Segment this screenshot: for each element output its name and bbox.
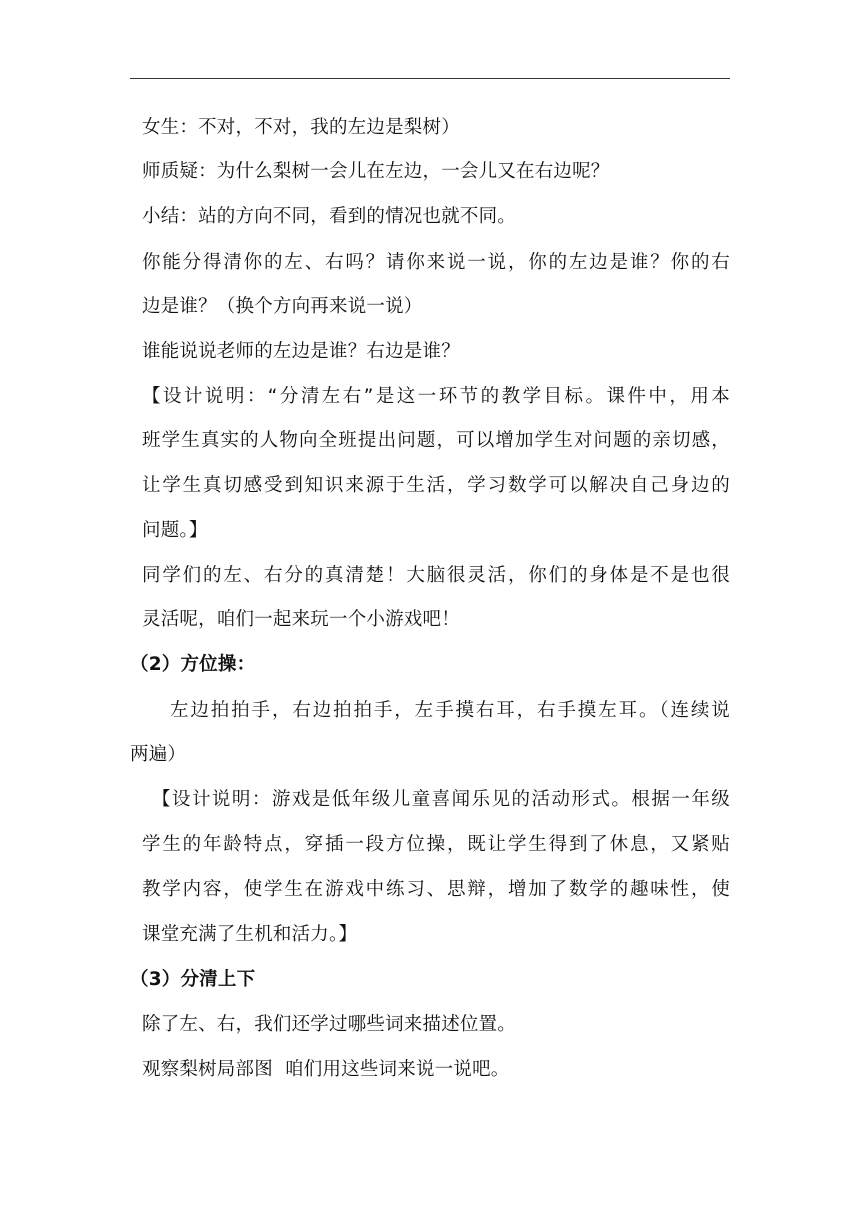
paragraph-girl-reply: 女生：不对，不对，我的左边是梨树） [142,117,460,138]
paragraph-position-words: 除了左、右，我们还学过哪些词来描述位置。 [142,1014,517,1035]
design-note-2-line1: 【设计说明：游戏是低年级儿童喜闻乐见的活动形式。根据一年级 [152,789,730,810]
paragraph-observe-pear-tree: 观察梨树局部图 咱们用这些词来说一说吧。 [142,1059,510,1080]
paragraph-exercise-line2: 两遍） [130,744,187,765]
design-note-1-line4: 问题。】 [142,520,208,541]
section-heading-up-down: （3）分清上下 [130,969,256,990]
design-note-2-line2: 学生的年龄特点，穿插一段方位操，既让学生得到了休息，又紧贴 [142,834,730,855]
design-note-2-line4: 课堂充满了生机和活力。】 [142,924,358,945]
paragraph-exercise-line1: 左边拍拍手，右边拍拍手，左手摸右耳，右手摸左耳。（连续说 [170,700,730,721]
paragraph-teacher-question: 师质疑：为什么梨树一会儿在左边，一会儿又在右边呢？ [142,161,610,182]
paragraph-teacher-left-right: 谁能说说老师的左边是谁？右边是谁？ [142,341,460,362]
paragraph-summary: 小结：站的方向不同，看到的情况也就不同。 [142,206,517,227]
design-note-2-line3: 教学内容，使学生在游戏中练习、思辩，增加了数学的趣味性，使 [142,879,730,900]
paragraph-transition-line1: 同学们的左、右分的真清楚！大脑很灵活，你们的身体是不是也很 [142,565,730,586]
design-note-1-line3: 让学生真切感受到知识来源于生活，学习数学可以解决自己身边的 [142,475,730,496]
header-rule [130,78,730,79]
section-heading-direction-exercise: （2）方位操： [130,654,256,675]
design-note-1-line1: 【设计说明：“分清左右”是这一环节的教学目标。课件中，用本 [142,386,730,407]
paragraph-transition-line2: 灵活呢，咱们一起来玩一个小游戏吧！ [142,609,460,630]
paragraph-ask-left-right-line1: 你能分得清你的左、右吗？请你来说一说，你的左边是谁？你的右 [142,252,730,273]
design-note-1-line2: 班学生真实的人物向全班提出问题，可以增加学生对问题的亲切感， [142,430,730,451]
paragraph-ask-left-right-line2: 边是谁？（换个方向再来说一说） [142,296,423,317]
